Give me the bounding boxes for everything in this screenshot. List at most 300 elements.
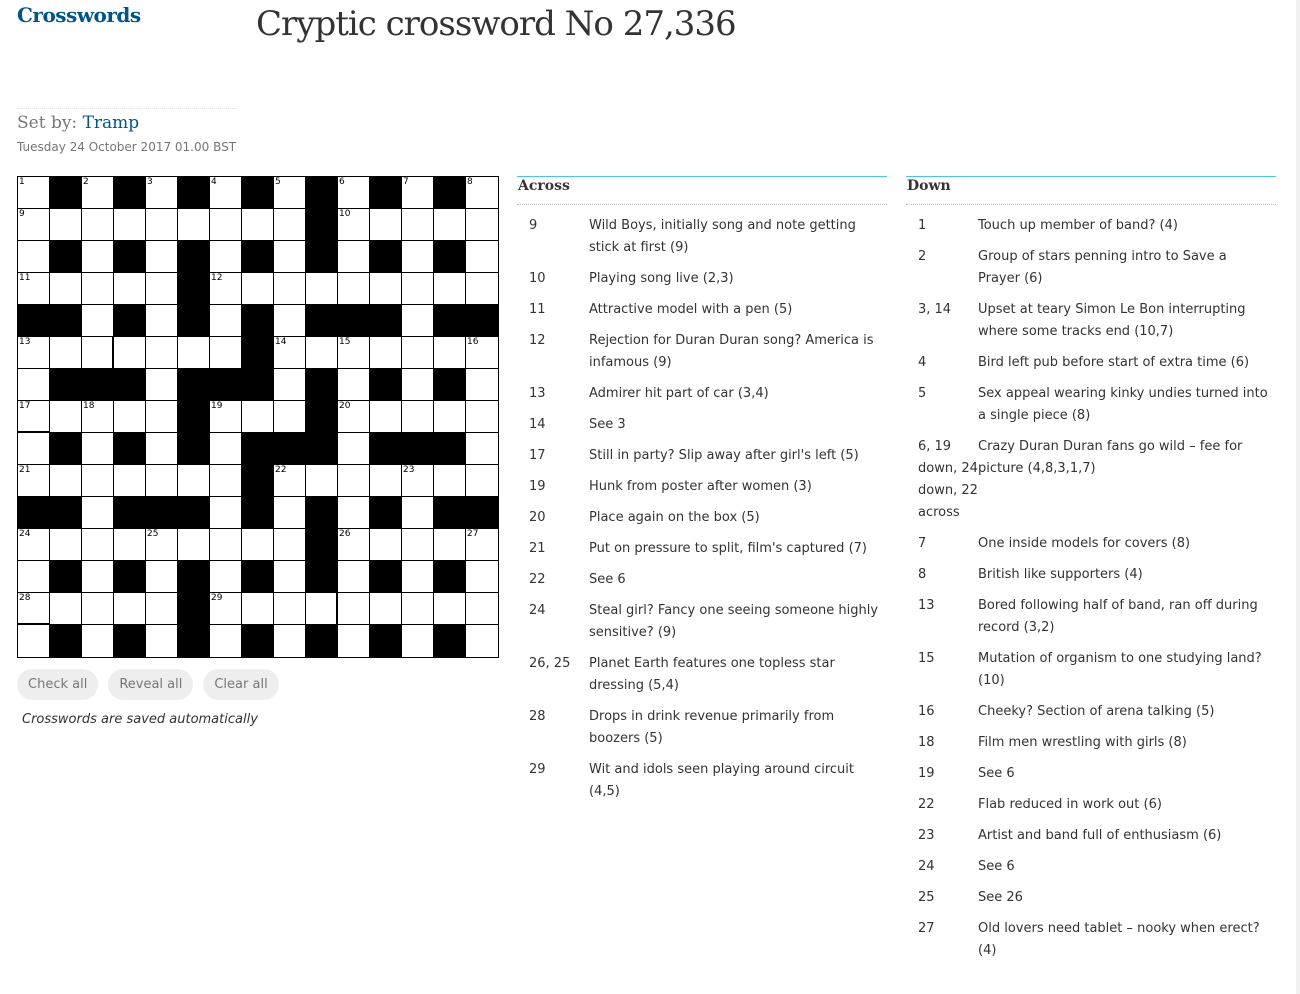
grid-cell[interactable] (146, 593, 178, 625)
grid-cell-black (434, 369, 466, 401)
grid-cell[interactable] (146, 529, 178, 561)
grid-cell[interactable] (306, 273, 338, 305)
grid-cell[interactable] (434, 337, 466, 369)
grid-cell[interactable] (274, 369, 306, 401)
grid-cell-black (370, 369, 402, 401)
grid-cell[interactable] (210, 401, 242, 433)
grid-cell[interactable] (82, 337, 114, 369)
cell-number: 12 (211, 273, 223, 283)
grid-cell[interactable] (18, 561, 50, 593)
grid-cell[interactable] (338, 177, 370, 209)
grid-cell[interactable] (18, 337, 50, 369)
grid-cell[interactable] (402, 177, 434, 209)
grid-cell-black (306, 433, 338, 465)
clue-text: Hunk from poster after women (3) (589, 479, 812, 494)
clue-text: Rejection for Duran Duran song? America is infamous (9) (589, 333, 874, 370)
clue-number: 12 (529, 333, 546, 348)
grid-cell[interactable] (50, 529, 82, 561)
grid-cell[interactable] (274, 241, 306, 273)
grid-cell-black (306, 529, 338, 561)
across-clue[interactable] (517, 759, 887, 803)
reveal-all-button[interactable]: Reveal all (108, 669, 193, 700)
grid-cell[interactable] (370, 273, 402, 305)
grid-cell-black (306, 209, 338, 241)
grid-cell[interactable] (242, 401, 274, 433)
down-clue[interactable] (906, 595, 1276, 639)
across-clue[interactable] (517, 600, 887, 644)
clue-text: Playing song live (2,3) (589, 271, 734, 286)
grid-cell[interactable] (18, 433, 50, 465)
grid-cell[interactable] (18, 529, 50, 561)
clue-text: Cheeky? Section of arena talking (5) (978, 704, 1215, 719)
grid-cell[interactable] (370, 337, 402, 369)
grid-cell-black (178, 561, 210, 593)
grid-cell[interactable] (82, 465, 114, 497)
grid-cell[interactable] (18, 593, 50, 625)
grid-cell[interactable] (466, 369, 498, 401)
grid-cell[interactable] (114, 593, 146, 625)
clue-number: 23 (918, 828, 935, 843)
grid-cell-black (434, 561, 466, 593)
cell-number: 5 (275, 177, 281, 187)
grid-cell-black (114, 561, 146, 593)
grid-cell[interactable] (466, 433, 498, 465)
clue-text: Still in party? Slip away after girl's left (5) (589, 448, 859, 463)
clue-text: Touch up member of band? (4) (978, 218, 1178, 233)
grid-cell[interactable] (466, 529, 498, 561)
setter-link[interactable]: Tramp (82, 113, 140, 133)
grid-cell[interactable] (178, 337, 210, 369)
grid-cell[interactable] (210, 241, 242, 273)
grid-cell[interactable] (82, 497, 114, 529)
cell-number: 1 (19, 177, 25, 187)
grid-cell[interactable] (242, 529, 274, 561)
grid-cell[interactable] (274, 625, 306, 657)
grid-cell-black (18, 305, 50, 337)
grid-cell[interactable] (146, 305, 178, 337)
grid-cell[interactable] (242, 209, 274, 241)
cell-number: 7 (403, 177, 409, 187)
clue-number: 29 (529, 762, 546, 777)
cell-number: 23 (403, 465, 415, 475)
crossword-grid[interactable] (17, 176, 499, 658)
cell-number: 14 (275, 337, 287, 347)
grid-cell[interactable] (18, 273, 50, 305)
grid-cell-black (306, 177, 338, 209)
publication-date: Tuesday 24 October 2017 01.00 BST (17, 140, 237, 154)
grid-cell[interactable] (466, 209, 498, 241)
down-clue[interactable] (906, 352, 1276, 374)
grid-actions (17, 669, 279, 700)
grid-cell[interactable] (402, 337, 434, 369)
grid-cell[interactable] (242, 593, 274, 625)
grid-cell[interactable] (402, 497, 434, 529)
grid-cell[interactable] (466, 593, 498, 625)
grid-cell[interactable] (82, 273, 114, 305)
grid-cell[interactable] (274, 337, 306, 369)
cell-number: 22 (275, 465, 287, 475)
grid-cell[interactable] (274, 401, 306, 433)
across-clue[interactable] (517, 299, 887, 321)
clear-all-button[interactable]: Clear all (203, 669, 278, 700)
check-all-button[interactable]: Check all (17, 669, 98, 700)
clue-number: 19 (918, 766, 935, 781)
down-clue[interactable] (906, 825, 1276, 847)
clue-number: 20 (529, 510, 546, 525)
grid-cell[interactable] (338, 401, 370, 433)
grid-cell[interactable] (402, 625, 434, 657)
grid-cell[interactable] (210, 209, 242, 241)
grid-cell[interactable] (146, 241, 178, 273)
grid-cell[interactable] (82, 529, 114, 561)
grid-cell[interactable] (114, 529, 146, 561)
clue-text: Bird left pub before start of extra time (6) (978, 355, 1250, 370)
cell-number: 25 (147, 529, 159, 539)
grid-cell[interactable] (466, 401, 498, 433)
grid-cell[interactable] (402, 465, 434, 497)
page-scrollbar[interactable] (1296, 0, 1300, 994)
grid-cell[interactable] (146, 401, 178, 433)
grid-cell-black (50, 305, 82, 337)
grid-cell[interactable] (18, 209, 50, 241)
across-clue[interactable] (517, 383, 887, 405)
down-clue[interactable] (906, 856, 1276, 878)
clue-number: 6, 19 down, 24 down, 22 across (918, 439, 978, 520)
cell-number: 24 (19, 529, 31, 539)
grid-cell[interactable] (338, 561, 370, 593)
grid-cell[interactable] (210, 337, 242, 369)
down-clue[interactable] (906, 648, 1276, 692)
down-clue[interactable] (906, 794, 1276, 816)
cell-number: 4 (211, 177, 217, 187)
clue-number: 4 (918, 355, 927, 370)
grid-cell-black (306, 369, 338, 401)
down-heading: Down (906, 176, 1276, 205)
grid-cell[interactable] (338, 593, 370, 625)
clue-number: 8 (918, 567, 927, 582)
grid-cell[interactable] (178, 209, 210, 241)
grid-cell-black (114, 241, 146, 273)
grid-cell-black (306, 497, 338, 529)
grid-cell[interactable] (434, 593, 466, 625)
across-clues (517, 176, 887, 812)
grid-cell[interactable] (402, 561, 434, 593)
grid-cell[interactable] (82, 561, 114, 593)
grid-cell-black (114, 177, 146, 209)
down-clue[interactable] (906, 887, 1276, 909)
grid-cell[interactable] (370, 593, 402, 625)
grid-cell[interactable] (338, 433, 370, 465)
grid-cell[interactable] (146, 625, 178, 657)
clue-number: 26, 25 (529, 656, 571, 671)
grid-cell[interactable] (306, 465, 338, 497)
grid-cell-black (114, 625, 146, 657)
grid-cell[interactable] (370, 529, 402, 561)
grid-cell-black (178, 305, 210, 337)
grid-cell[interactable] (210, 529, 242, 561)
grid-cell[interactable] (338, 241, 370, 273)
grid-cell[interactable] (114, 465, 146, 497)
grid-cell[interactable] (210, 497, 242, 529)
down-clue[interactable] (906, 732, 1276, 754)
grid-cell[interactable] (338, 625, 370, 657)
clue-text: Upset at teary Simon Le Bon interrupting where some tracks end (10,7) (978, 302, 1246, 339)
clue-number: 1 (918, 218, 927, 233)
across-clue[interactable] (517, 414, 887, 436)
grid-cell[interactable] (434, 465, 466, 497)
clue-number: 24 (918, 859, 935, 874)
down-clue[interactable] (906, 763, 1276, 785)
grid-cell[interactable] (210, 273, 242, 305)
grid-cell-black (306, 241, 338, 273)
grid-cell-black (370, 433, 402, 465)
clue-number: 27 (918, 921, 935, 936)
across-clue[interactable] (517, 445, 887, 467)
grid-cell[interactable] (338, 209, 370, 241)
down-clues (906, 176, 1276, 971)
grid-cell[interactable] (466, 241, 498, 273)
grid-cell[interactable] (146, 561, 178, 593)
grid-cell[interactable] (146, 337, 178, 369)
across-clue[interactable] (517, 569, 887, 591)
down-clue[interactable] (906, 246, 1276, 290)
grid-cell[interactable] (50, 593, 82, 625)
grid-cell[interactable] (210, 433, 242, 465)
grid-cell[interactable] (402, 369, 434, 401)
clue-text: Group of stars penning intro to Save a Prayer (6) (978, 249, 1227, 286)
grid-cell[interactable] (434, 401, 466, 433)
grid-cell-black (466, 305, 498, 337)
grid-cell-black (242, 561, 274, 593)
clue-text: Planet Earth features one topless star dressing (5,4) (589, 656, 835, 693)
grid-cell[interactable] (82, 401, 114, 433)
grid-cell[interactable] (338, 529, 370, 561)
crosswords-section-link[interactable]: Crosswords (17, 3, 141, 27)
grid-cell[interactable] (18, 465, 50, 497)
grid-cell[interactable] (146, 209, 178, 241)
down-clue[interactable] (906, 918, 1276, 962)
grid-cell-black (242, 465, 274, 497)
grid-cell[interactable] (434, 209, 466, 241)
grid-cell[interactable] (18, 177, 50, 209)
grid-cell[interactable] (402, 593, 434, 625)
across-clue[interactable] (517, 706, 887, 750)
grid-cell[interactable] (466, 465, 498, 497)
grid-cell[interactable] (146, 433, 178, 465)
grid-cell-black (434, 433, 466, 465)
grid-cell[interactable] (210, 177, 242, 209)
grid-cell[interactable] (274, 305, 306, 337)
grid-cell[interactable] (146, 177, 178, 209)
grid-cell[interactable] (82, 209, 114, 241)
grid-cell-black (178, 433, 210, 465)
grid-cell[interactable] (178, 529, 210, 561)
clue-text: Put on pressure to split, film's captured (7) (589, 541, 867, 556)
grid-cell-black (306, 625, 338, 657)
grid-cell[interactable] (50, 401, 82, 433)
grid-cell-black (306, 401, 338, 433)
clue-text: Artist and band full of enthusiasm (6) (978, 828, 1222, 843)
clue-text: See 3 (589, 417, 626, 432)
grid-cell[interactable] (370, 209, 402, 241)
cell-number: 21 (19, 465, 31, 475)
grid-cell[interactable] (338, 465, 370, 497)
grid-cell[interactable] (338, 497, 370, 529)
grid-cell[interactable] (274, 529, 306, 561)
grid-cell[interactable] (434, 529, 466, 561)
cell-number: 6 (339, 177, 345, 187)
setter-line (17, 113, 139, 133)
grid-cell[interactable] (274, 273, 306, 305)
grid-cell[interactable] (274, 497, 306, 529)
grid-cell-black (50, 241, 82, 273)
grid-cell[interactable] (466, 177, 498, 209)
grid-cell-black (370, 497, 402, 529)
cell-number: 3 (147, 177, 153, 187)
grid-cell[interactable] (146, 369, 178, 401)
grid-cell[interactable] (50, 337, 82, 369)
clue-text: Crazy Duran Duran fans go wild – fee for picture (4,8,3,1,7) (978, 439, 1243, 476)
grid-cell[interactable] (274, 177, 306, 209)
across-clue[interactable] (517, 476, 887, 498)
grid-cell[interactable] (114, 401, 146, 433)
clue-text: Attractive model with a pen (5) (589, 302, 793, 317)
grid-cell[interactable] (18, 625, 50, 657)
grid-cell[interactable] (82, 593, 114, 625)
down-clue[interactable] (906, 299, 1276, 343)
grid-cell-black (370, 305, 402, 337)
grid-cell[interactable] (114, 273, 146, 305)
grid-cell-black (178, 241, 210, 273)
grid-cell-black (146, 497, 178, 529)
clue-number: 14 (529, 417, 546, 432)
grid-cell-black (306, 561, 338, 593)
grid-cell[interactable] (466, 273, 498, 305)
grid-cell[interactable] (338, 273, 370, 305)
grid-cell[interactable] (306, 593, 338, 625)
across-clue[interactable] (517, 268, 887, 290)
down-clue[interactable] (906, 215, 1276, 237)
cell-number: 28 (19, 593, 31, 603)
grid-cell[interactable] (402, 529, 434, 561)
grid-cell[interactable] (114, 337, 146, 369)
grid-cell-black (338, 305, 370, 337)
cell-number: 2 (83, 177, 89, 187)
grid-cell[interactable] (274, 209, 306, 241)
grid-cell[interactable] (466, 625, 498, 657)
grid-cell[interactable] (82, 241, 114, 273)
grid-cell-black (178, 593, 210, 625)
cell-number: 29 (211, 593, 223, 603)
grid-cell[interactable] (402, 401, 434, 433)
clue-number: 16 (918, 704, 935, 719)
grid-cell[interactable] (274, 561, 306, 593)
down-clue[interactable] (906, 701, 1276, 723)
grid-cell[interactable] (274, 593, 306, 625)
across-clue[interactable] (517, 507, 887, 529)
grid-cell[interactable] (210, 593, 242, 625)
grid-cell-black (18, 497, 50, 529)
grid-cell-black (178, 625, 210, 657)
grid-cell[interactable] (338, 337, 370, 369)
grid-cell[interactable] (402, 305, 434, 337)
grid-cell[interactable] (146, 273, 178, 305)
grid-cell-black (242, 305, 274, 337)
cell-number: 11 (19, 273, 31, 283)
grid-cell[interactable] (178, 465, 210, 497)
grid-cell-black (242, 497, 274, 529)
grid-cell[interactable] (18, 369, 50, 401)
grid-cell[interactable] (466, 337, 498, 369)
grid-cell[interactable] (402, 241, 434, 273)
grid-cell-black (114, 433, 146, 465)
cell-number: 27 (467, 529, 479, 539)
grid-cell[interactable] (370, 401, 402, 433)
across-clue[interactable] (517, 538, 887, 560)
grid-cell[interactable] (434, 273, 466, 305)
grid-cell[interactable] (146, 465, 178, 497)
grid-cell[interactable] (82, 177, 114, 209)
down-clue[interactable] (906, 533, 1276, 555)
grid-cell[interactable] (18, 401, 50, 433)
grid-cell-black (114, 497, 146, 529)
grid-cell[interactable] (338, 369, 370, 401)
grid-cell[interactable] (82, 625, 114, 657)
clue-text: Wild Boys, initially song and note getting stick at first (9) (589, 218, 856, 255)
page-title: Cryptic crossword No 27,336 (256, 4, 736, 44)
across-clue[interactable] (517, 653, 887, 697)
cell-number: 8 (467, 177, 473, 187)
cell-number: 19 (211, 401, 223, 411)
grid-cell[interactable] (50, 465, 82, 497)
grid-cell[interactable] (370, 465, 402, 497)
grid-cell[interactable] (114, 209, 146, 241)
across-clue[interactable] (517, 330, 887, 374)
grid-cell-black (370, 561, 402, 593)
grid-cell[interactable] (82, 433, 114, 465)
grid-cell[interactable] (242, 273, 274, 305)
grid-cell[interactable] (402, 273, 434, 305)
clue-number: 7 (918, 536, 927, 551)
grid-cell[interactable] (402, 209, 434, 241)
grid-cell-black (50, 561, 82, 593)
grid-cell[interactable] (274, 465, 306, 497)
grid-cell[interactable] (210, 465, 242, 497)
grid-cell[interactable] (306, 337, 338, 369)
grid-cell[interactable] (82, 305, 114, 337)
clue-number: 15 (918, 651, 935, 666)
clue-number: 13 (918, 598, 935, 613)
autosave-note: Crosswords are saved automatically (22, 712, 258, 727)
grid-cell[interactable] (50, 209, 82, 241)
clue-text: See 6 (589, 572, 626, 587)
down-clue[interactable] (906, 564, 1276, 586)
grid-cell[interactable] (210, 625, 242, 657)
grid-cell[interactable] (50, 273, 82, 305)
grid-cell[interactable] (210, 561, 242, 593)
grid-cell-black (178, 177, 210, 209)
clue-number: 24 (529, 603, 546, 618)
across-clue[interactable] (517, 215, 887, 259)
down-clue[interactable] (906, 436, 1276, 524)
clue-number: 13 (529, 386, 546, 401)
clue-text: Sex appeal wearing kinky undies turned into a single piece (8) (978, 386, 1268, 423)
grid-cell[interactable] (210, 305, 242, 337)
grid-cell[interactable] (466, 561, 498, 593)
clue-number: 19 (529, 479, 546, 494)
down-clue[interactable] (906, 383, 1276, 427)
grid-cell[interactable] (18, 241, 50, 273)
